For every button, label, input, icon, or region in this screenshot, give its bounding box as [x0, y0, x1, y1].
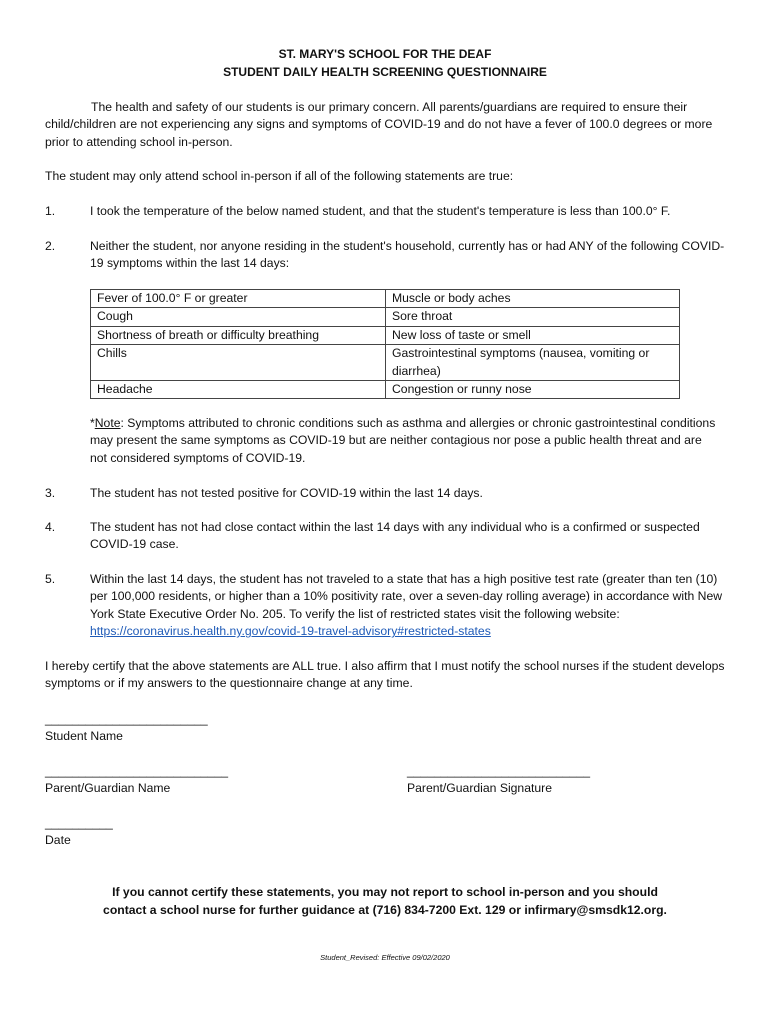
table-row — [91, 381, 680, 399]
statement-text — [90, 571, 726, 641]
parent-signature-line[interactable]: ___________________________ — [407, 764, 591, 778]
statement-number: 5. — [45, 572, 56, 586]
certification-paragraph: I hereby certify that the above statements are ALL true. I also affirm that I must notify the school nurses if the student develops symptoms or if my answers to the questionnaire change at any time. — [45, 659, 725, 691]
school-name: ST. MARY'S SCHOOL FOR THE DEAF — [278, 47, 492, 61]
statement-number: 1. — [45, 204, 56, 218]
table-row — [91, 308, 680, 326]
note-text: : Symptoms attributed to chronic conditions such as asthma and allergies or chronic gastrointestinal conditions may present the same symptoms as COVID-19 but are neither contagious nor pose a public health threat and are not considered symptoms of COVID-19. — [90, 416, 716, 465]
statement-text: The student has not had close contact within the last 14 days with any individual who is a confirmed or suspected COVID-19 case. — [90, 520, 700, 552]
date-field[interactable] — [45, 815, 113, 850]
symptom-cell: Congestion or runny nose — [386, 381, 680, 399]
parent-name-line[interactable]: ___________________________ — [45, 764, 229, 778]
table-row — [91, 345, 680, 381]
symptom-cell: Gastrointestinal symptoms (nausea, vomiting or diarrhea) — [386, 345, 680, 381]
statement-text: Neither the student, nor anyone residing in the student's household, currently has or had ANY of the following COVID-19 symptoms within the last 14 days: — [90, 239, 725, 271]
symptom-cell: Cough — [91, 308, 386, 326]
form-title: STUDENT DAILY HEALTH SCREENING QUESTIONNAIRE — [223, 64, 547, 79]
symptom-cell: Fever of 100.0° F or greater — [91, 290, 386, 308]
symptoms-table — [90, 289, 680, 399]
student-name-field[interactable] — [45, 711, 208, 746]
attend-rule: The student may only attend school in-person if all of the following statements are true: — [45, 169, 514, 183]
student-name-line[interactable]: ________________________ — [45, 712, 208, 726]
statement-number: 3. — [45, 486, 56, 500]
statement-text: I took the temperature of the below named student, and that the student's temperature is less than 100.0° F. — [90, 204, 671, 218]
contact-notice-line1: If you cannot certify these statements, you may not report to school in-person and you should — [112, 885, 658, 899]
contact-notice — [0, 883, 770, 919]
note-label: Note — [94, 416, 121, 430]
symptom-cell: Muscle or body aches — [386, 290, 680, 308]
symptom-cell: Headache — [91, 381, 386, 399]
note-paragraph — [90, 415, 720, 467]
symptom-cell: New loss of taste or smell — [386, 326, 680, 344]
symptom-cell: Chills — [91, 345, 386, 381]
statement-text-body: Within the last 14 days, the student has not traveled to a state that has a high positive test rate (greater than ten (10) per 100,000 residents, or higher than a 10% positivity rate, over a seven-day rolling average) in accordance with New York State Executive Order No. 205. To verify the list of restricted states visit the following website: — [90, 572, 723, 621]
intro-paragraph — [45, 99, 725, 151]
statement-number: 4. — [45, 520, 56, 534]
restricted-states-link[interactable]: https://coronavirus.health.ny.gov/covid-19-travel-advisory#restricted-states — [90, 624, 491, 639]
date-line[interactable]: __________ — [45, 816, 113, 830]
revision-footer: Student_Revised: Effective 09/02/2020 — [320, 953, 450, 962]
intro-text: The health and safety of our students is our primary concern. All parents/guardians are required to ensure their child/children are not experiencing any signs and symptoms of COVID-19 and do not have a fever of 100.0 degrees or more prior to attending school in-person. — [45, 100, 713, 149]
document-header — [0, 46, 770, 81]
contact-notice-line2: contact a school nurse for further guidance at (716) 834-7200 Ext. 129 or infirmary@smsdk12.org. — [103, 903, 667, 917]
parent-name-field[interactable] — [45, 763, 228, 798]
symptom-cell: Sore throat — [386, 308, 680, 326]
table-row — [91, 326, 680, 344]
statement-number: 2. — [45, 239, 56, 253]
parent-signature-label: Parent/Guardian Signature — [407, 781, 552, 796]
date-label: Date — [45, 833, 71, 848]
parent-signature-field[interactable] — [407, 763, 590, 798]
table-row — [91, 290, 680, 308]
student-name-label: Student Name — [45, 729, 123, 744]
statement-text: The student has not tested positive for COVID-19 within the last 14 days. — [90, 486, 483, 500]
note-prefix: * — [90, 416, 95, 430]
parent-name-label: Parent/Guardian Name — [45, 781, 171, 796]
symptom-cell: Shortness of breath or difficulty breathing — [91, 326, 386, 344]
